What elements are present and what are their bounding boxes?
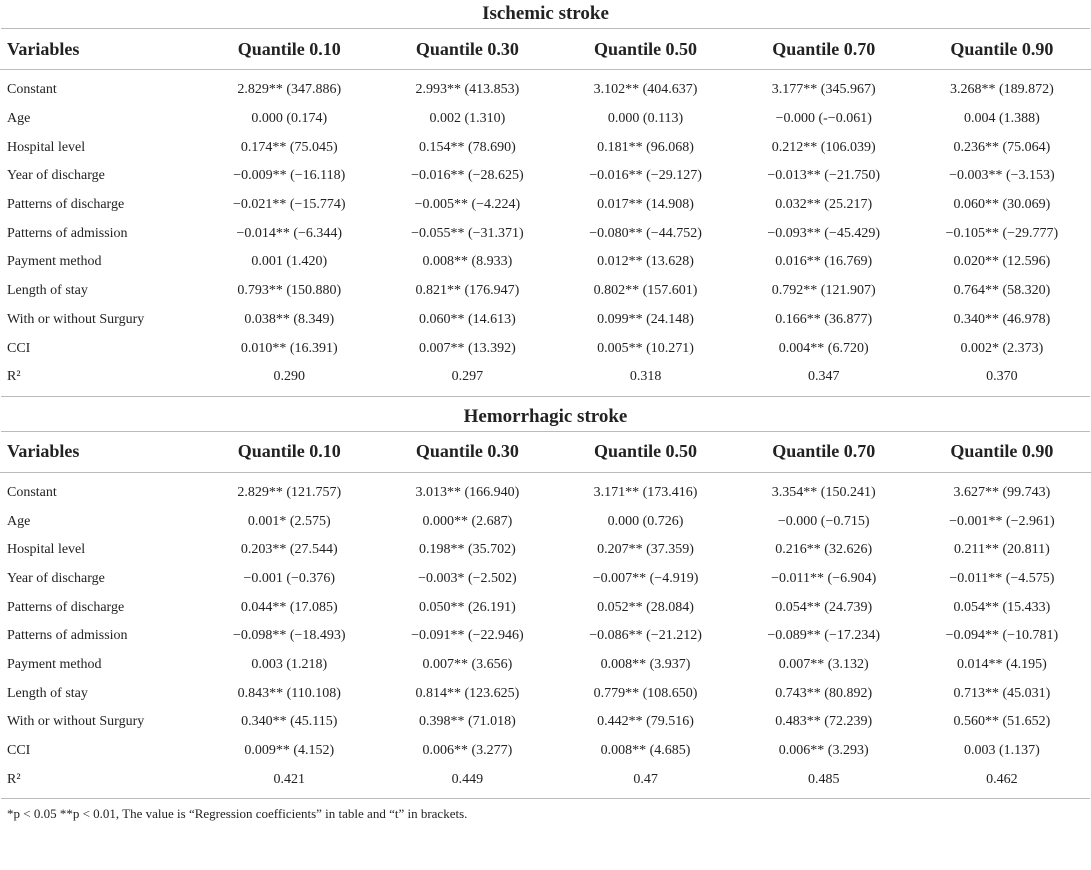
- table-cell: 0.012** (13.628): [597, 254, 694, 270]
- table-cell: 0.560** (51.652): [953, 714, 1051, 730]
- header-row: [0, 29, 1091, 70]
- table-row: [0, 162, 1091, 191]
- table-cell: 0.008** (4.685): [600, 743, 691, 759]
- table-cell: 0.236** (75.064): [953, 139, 1051, 155]
- table-cell: 0.044** (17.085): [240, 599, 338, 615]
- row-label: Hospital level: [7, 139, 86, 155]
- hemorrhagic-table: [0, 432, 1091, 795]
- table-cell: −0.011** (−4.575): [949, 570, 1055, 586]
- table-row: [0, 593, 1091, 622]
- table-cell: −0.001** (−2.961): [949, 513, 1055, 529]
- table-cell: 0.054** (24.739): [775, 599, 873, 615]
- table-row: [0, 133, 1091, 162]
- table-cell: 0.743** (80.892): [775, 685, 873, 701]
- table-cell: 0.713** (45.031): [953, 685, 1051, 701]
- table-cell: −0.021** (−15.774): [232, 197, 346, 213]
- table-cell: 3.102** (404.637): [593, 82, 698, 98]
- table-cell: 0.010** (16.391): [240, 340, 338, 356]
- table-row: [0, 507, 1091, 536]
- table-cell: 0.052** (28.084): [597, 599, 694, 615]
- table-cell: −0.086** (−21.212): [589, 628, 702, 644]
- ischemic-section-title: Ischemic stroke: [482, 3, 609, 24]
- row-label: Year of discharge: [7, 168, 105, 184]
- table-cell: −0.105** (−29.777): [945, 225, 1059, 241]
- table-cell: 0.032** (25.217): [775, 197, 873, 213]
- table-cell: 0.421: [273, 771, 305, 787]
- row-label: Patterns of admission: [7, 628, 128, 644]
- table-cell: 0.211** (20.811): [954, 542, 1050, 558]
- table-row: [0, 765, 1091, 794]
- col-header: Quantile 0.70: [772, 441, 876, 462]
- row-label: Year of discharge: [7, 570, 105, 586]
- divider: [1, 798, 1090, 799]
- table-cell: 0.003 (1.218): [251, 657, 328, 673]
- table-cell: 0.764** (58.320): [953, 283, 1051, 299]
- table-cell: 0.318: [629, 369, 662, 385]
- header-row: [0, 432, 1091, 473]
- table-row: [0, 679, 1091, 708]
- table-cell: 0.054** (15.433): [953, 599, 1051, 615]
- table-cell: 0.007** (3.132): [778, 657, 869, 673]
- table-cell: 2.993** (413.853): [415, 82, 520, 98]
- table-cell: 0.347: [807, 369, 840, 385]
- table-cell: 3.354** (150.241): [771, 484, 876, 500]
- table-cell: −0.000 (-−0.061): [775, 111, 872, 127]
- col-header: Quantile 0.50: [594, 38, 698, 59]
- table-cell: 3.268** (189.872): [949, 82, 1054, 98]
- table-cell: 0.370: [986, 369, 1018, 385]
- table-cell: 0.174** (75.045): [240, 139, 338, 155]
- row-label: Payment method: [7, 254, 102, 270]
- table-cell: −0.098** (−18.493): [232, 628, 346, 644]
- table-cell: 0.47: [633, 771, 658, 787]
- table-cell: 0.442** (79.516): [597, 714, 694, 730]
- table-cell: −0.007** (−4.919): [592, 570, 699, 586]
- table-cell: −0.094** (−10.781): [945, 628, 1059, 644]
- row-label: Patterns of discharge: [7, 599, 125, 615]
- table-cell: 0.006** (3.277): [422, 743, 513, 759]
- table-cell: 0.198** (35.702): [418, 542, 516, 558]
- table-row: [0, 363, 1091, 392]
- table-cell: 0.008** (3.937): [600, 657, 691, 673]
- col-header: Quantile 0.90: [950, 38, 1054, 59]
- table-cell: −0.014** (−6.344): [236, 225, 343, 241]
- table-cell: 0.181** (96.068): [597, 139, 694, 155]
- col-header: Quantile 0.70: [772, 38, 876, 59]
- table-cell: 0.000 (0.726): [607, 513, 684, 529]
- table-cell: 0.793** (150.880): [237, 283, 342, 299]
- row-label: Patterns of admission: [7, 225, 128, 241]
- divider: [1, 396, 1090, 397]
- row-label: CCI: [7, 743, 31, 759]
- row-label: Constant: [7, 82, 57, 98]
- ischemic-table-body: [0, 70, 1091, 392]
- row-label: R²: [7, 771, 21, 787]
- table-row: [0, 334, 1091, 363]
- row-label: Age: [7, 111, 31, 127]
- table-cell: −0.089** (−17.234): [767, 628, 881, 644]
- row-label: Constant: [7, 484, 57, 500]
- table-cell: 0.060** (14.613): [418, 311, 516, 327]
- row-label: CCI: [7, 340, 31, 356]
- table-cell: 0.007** (13.392): [418, 340, 516, 356]
- table-cell: 0.007** (3.656): [422, 657, 513, 673]
- row-label: Payment method: [7, 657, 102, 673]
- table-cell: −0.000 (−0.715): [777, 513, 870, 529]
- table-row: [0, 536, 1091, 565]
- table-cell: −0.009** (−16.118): [233, 168, 346, 184]
- table-cell: 0.297: [451, 369, 484, 385]
- table-row: [0, 306, 1091, 335]
- table-row: [0, 76, 1091, 105]
- col-header: Variables: [7, 441, 80, 462]
- table-cell: 0.483** (72.239): [775, 714, 873, 730]
- table-cell: 3.013** (166.940): [415, 484, 520, 500]
- ischemic-table: [0, 29, 1091, 392]
- table-cell: 3.171** (173.416): [593, 484, 698, 500]
- table-cell: 0.002* (2.373): [960, 340, 1044, 356]
- table-cell: 0.005** (10.271): [597, 340, 694, 356]
- table-cell: 0.814** (123.625): [415, 685, 520, 701]
- col-header: Quantile 0.30: [415, 441, 519, 462]
- table-row: [0, 565, 1091, 594]
- table-cell: 0.008** (8.933): [422, 254, 513, 270]
- hemorrhagic-section-title: Hemorrhagic stroke: [463, 405, 628, 427]
- row-label: With or without Surgury: [7, 714, 145, 730]
- table-row: [0, 708, 1091, 737]
- col-header: Quantile 0.10: [237, 441, 341, 462]
- table-cell: 0.020** (12.596): [953, 254, 1051, 270]
- table-cell: 0.154** (78.690): [418, 139, 516, 155]
- table-row: [0, 191, 1091, 220]
- row-label: With or without Surgury: [7, 311, 145, 327]
- footnote: *p < 0.05 **p < 0.01, The value is “Regression coefficients” in table and “t” in brackets.: [7, 806, 468, 822]
- table-cell: 0.340** (46.978): [953, 311, 1051, 327]
- table-cell: 0.843** (110.108): [237, 685, 341, 701]
- table-cell: 0.000 (0.174): [251, 111, 328, 127]
- table-cell: −0.011** (−6.904): [771, 570, 877, 586]
- table-cell: 0.207** (37.359): [597, 542, 694, 558]
- table-cell: 0.001* (2.575): [247, 513, 331, 529]
- col-header: Variables: [7, 38, 80, 59]
- table-cell: −0.093** (−45.429): [767, 225, 881, 241]
- row-label: Patterns of discharge: [7, 197, 125, 213]
- table-cell: −0.055** (−31.371): [411, 225, 524, 241]
- table-row: [0, 219, 1091, 248]
- table-cell: 0.792** (121.907): [771, 283, 876, 299]
- col-header: Quantile 0.50: [594, 441, 698, 462]
- table-cell: −0.001 (−0.376): [243, 570, 336, 586]
- table-cell: 0.462: [986, 771, 1018, 787]
- col-header: Quantile 0.10: [237, 38, 341, 59]
- table-cell: 0.060** (30.069): [953, 197, 1051, 213]
- table-cell: 0.802** (157.601): [593, 283, 698, 299]
- table-cell: 0.212** (106.039): [771, 139, 876, 155]
- table-cell: 2.829** (121.757): [237, 484, 342, 500]
- table-cell: 0.340** (45.115): [241, 714, 338, 730]
- hemorrhagic-table-body: [0, 472, 1091, 794]
- table-cell: 0.821** (176.947): [415, 283, 520, 299]
- table-row: [0, 248, 1091, 277]
- table-cell: 0.000 (0.113): [607, 111, 684, 127]
- table-cell: −0.003** (−3.153): [949, 168, 1055, 184]
- table-cell: 0.009** (4.152): [244, 743, 335, 759]
- table-cell: 0.290: [273, 369, 305, 385]
- table-cell: 0.001 (1.420): [251, 254, 328, 270]
- table-row: [0, 622, 1091, 651]
- table-cell: 0.003 (1.137): [963, 743, 1040, 759]
- table-cell: 0.002 (1.310): [429, 111, 506, 127]
- table-cell: 2.829** (347.886): [237, 82, 342, 98]
- table-cell: −0.005** (−4.224): [414, 197, 521, 213]
- table-row: [0, 737, 1091, 766]
- table-row: [0, 277, 1091, 306]
- table-row: [0, 105, 1091, 134]
- row-label: Hospital level: [7, 542, 86, 558]
- table-cell: −0.013** (−21.750): [767, 168, 881, 184]
- col-header: Quantile 0.30: [415, 38, 519, 59]
- table-cell: 0.004** (6.720): [778, 340, 869, 356]
- table-cell: 0.203** (27.544): [240, 542, 338, 558]
- table-cell: −0.091** (−22.946): [411, 628, 524, 644]
- table-cell: −0.016** (−28.625): [411, 168, 524, 184]
- table-cell: 0.050** (26.191): [418, 599, 516, 615]
- table-cell: 0.216** (32.626): [775, 542, 873, 558]
- table-cell: −0.016** (−29.127): [589, 168, 702, 184]
- table-cell: 0.449: [451, 771, 484, 787]
- table-cell: 0.000** (2.687): [422, 513, 513, 529]
- row-label: Age: [7, 513, 31, 529]
- table-cell: 0.485: [807, 771, 840, 787]
- table-row: [0, 479, 1091, 508]
- table-cell: 0.016** (16.769): [775, 254, 873, 270]
- table-cell: 0.004 (1.388): [963, 111, 1040, 127]
- table-cell: 3.177** (345.967): [771, 82, 876, 98]
- table-cell: −0.080** (−44.752): [589, 225, 702, 241]
- table-cell: 0.166** (36.877): [775, 311, 873, 327]
- row-label: Length of stay: [7, 283, 88, 299]
- row-label: Length of stay: [7, 685, 88, 701]
- table-cell: 0.038** (8.349): [244, 311, 335, 327]
- table-cell: −0.003* (−2.502): [418, 570, 517, 586]
- table-cell: 0.779** (108.650): [593, 685, 698, 701]
- table-cell: 0.099** (24.148): [597, 311, 694, 327]
- table-cell: 0.014** (4.195): [956, 657, 1047, 673]
- table-cell: 0.017** (14.908): [597, 197, 694, 213]
- col-header: Quantile 0.90: [950, 441, 1054, 462]
- table-cell: 0.006** (3.293): [778, 743, 869, 759]
- table-cell: 0.398** (71.018): [418, 714, 516, 730]
- table-cell: 3.627** (99.743): [953, 484, 1051, 500]
- table-row: [0, 651, 1091, 680]
- row-label: R²: [7, 369, 21, 385]
